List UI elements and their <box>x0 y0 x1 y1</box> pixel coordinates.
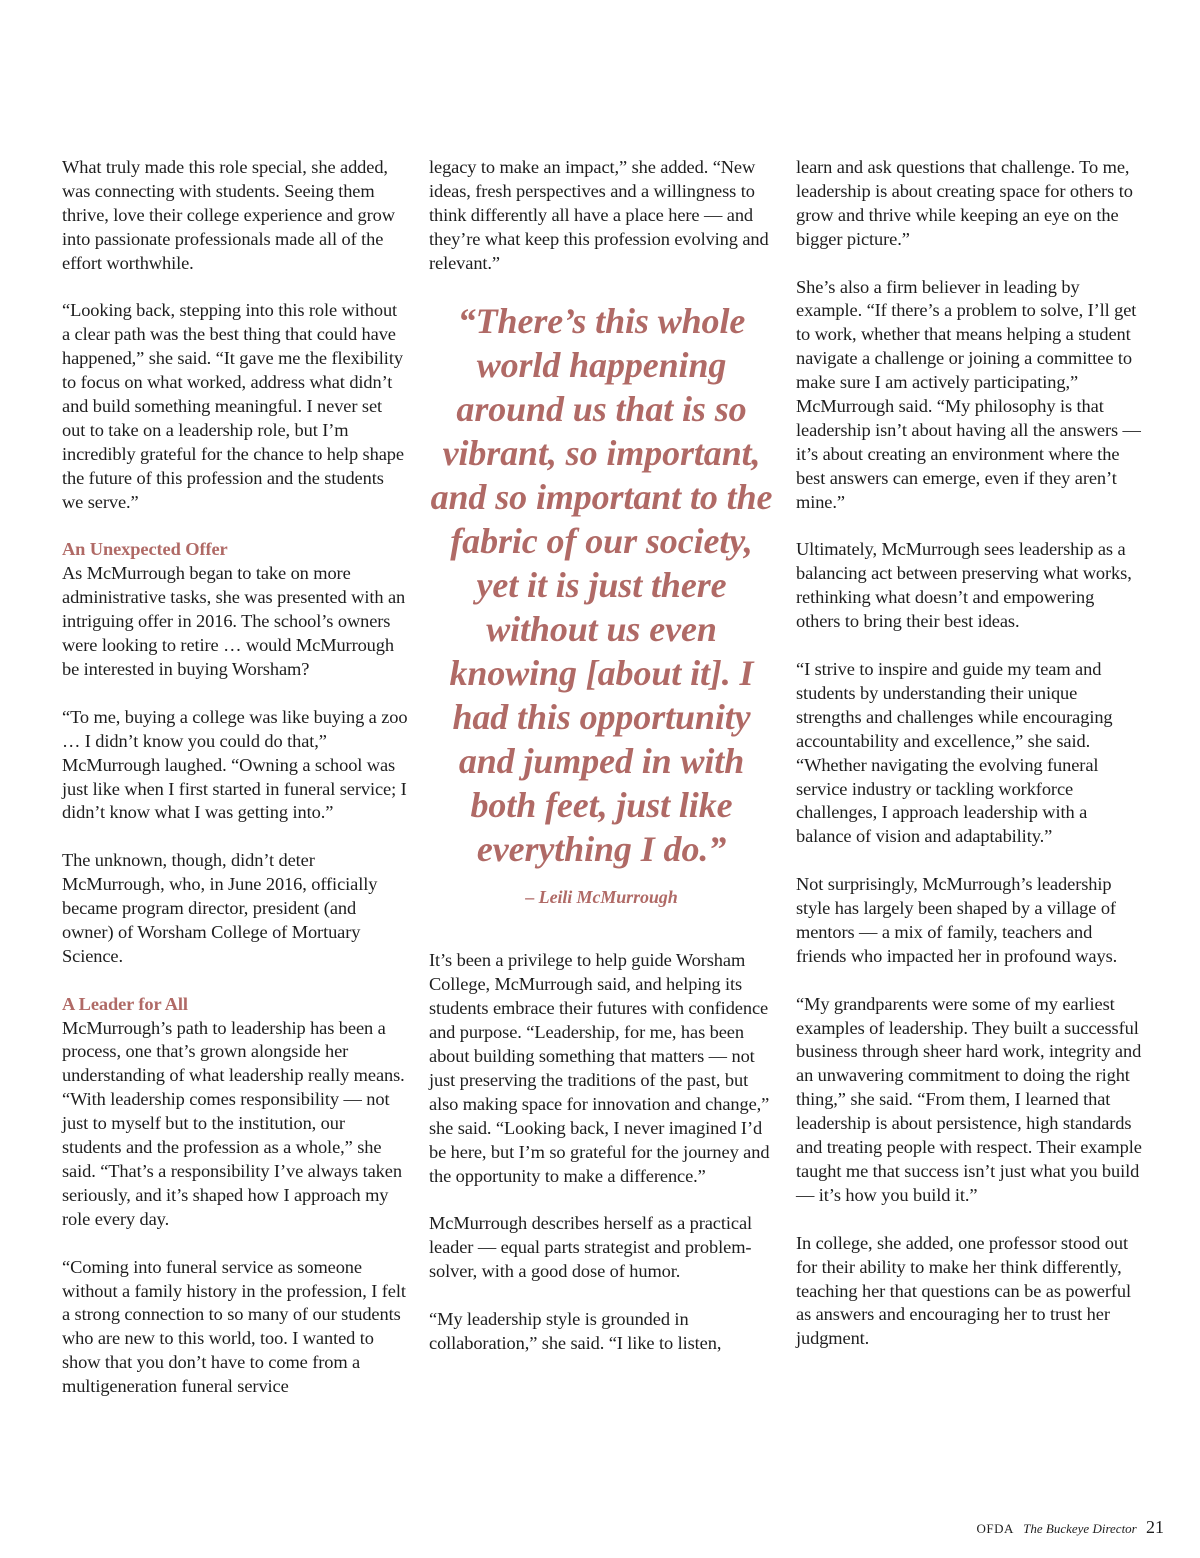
column-3 <box>796 156 1142 1351</box>
body-paragraph: It’s been a privilege to help guide Worsham College, McMurrough said, and helping its students embrace their futures with confidence and purpose. “Leadership, for me, has been about building something that matters — not just preserving the traditions of the past, but also making space for innovation and change,” she said. “Looking back, I never imagined I’d be here, but I’m so grateful for the journey and the opportunity to make a difference.” <box>429 950 770 1186</box>
body-paragraph: McMurrough’s path to leadership has been a process, one that’s grown alongside her understanding of what leadership really means. “With leadership comes responsibility — not just to myself but to the institution, our students and the profession as a whole,” she said. “That’s a responsibility I’ve always taken seriously, and it’s shaped how I approach my role every day. <box>62 1017 405 1229</box>
body-paragraph: learn and ask questions that challenge. To me, leadership is about creating space for others to grow and thrive while keeping an eye on the bigger picture.” <box>796 157 1133 249</box>
body-paragraph: legacy to make an impact,” she added. “New ideas, fresh perspectives and a willingness to think differently all have a place here — and they’re what keep this profession evolving and relevant.” <box>429 157 769 273</box>
pull-quote <box>429 299 774 909</box>
body-paragraph: The unknown, though, didn’t deter McMurrough, who, in June 2016, officially became program director, president (and owner) of Worsham College of Mortuary Science. <box>62 850 378 966</box>
footer-magazine-title: The Buckeye Director <box>1023 1521 1137 1536</box>
column-1 <box>62 156 408 1399</box>
body-paragraph: “To me, buying a college was like buying a zoo … I didn’t know you could do that,” McMurrough laughed. “Owning a school was just like when I first started in funeral service; I didn’t know what I was getting into.” <box>62 706 408 823</box>
body-paragraph: In college, she added, one professor stood out for their ability to make her think differently, teaching her that questions can be as powerful as answers and encouraging her to trust her judgment. <box>796 1232 1131 1349</box>
body-paragraph: As McMurrough began to take on more administrative tasks, she was presented with an intriguing offer in 2016. The school’s owners were looking to retire … would McMurrough be interested in buying Worsham? <box>62 563 406 679</box>
body-paragraph: “Coming into funeral service as someone without a family history in the profession, I felt a strong connection to so many of our students who are new to this world, too. I wanted to show that you don’t have to come from a multigeneration funeral service <box>62 1256 406 1397</box>
body-paragraph: What truly made this role special, she added, was connecting with students. Seeing them thrive, love their college experience and grow into passionate professionals made all of the effort worthwhile. <box>62 157 395 273</box>
page-number: 21 <box>1146 1517 1164 1537</box>
pull-quote-attribution: – Leili McMurrough <box>525 887 678 908</box>
body-paragraph: “My grandparents were some of my earliest examples of leadership. They built a successful business through sheer hard work, integrity and an unwavering commitment to doing the right thing,” she said. “From them, I learned that leadership is about persistence, high standards and treating people with respect. Their example taught me that success isn’t just what you build — it’s how you build it.” <box>796 993 1142 1205</box>
footer-org: OFDA <box>976 1521 1014 1536</box>
body-paragraph: “I strive to inspire and guide my team and students by understanding their unique strengths and challenges while encouraging accountability and excellence,” she said. “Whether navigating the evolving funeral service industry or tackling workforce challenges, I approach leadership with a balance of vision and adaptability.” <box>796 658 1113 847</box>
pull-quote-text: “There’s this whole world happening around us that is so vibrant, so important, and so important to the fabric of our society, yet it is just there without us even knowing [about it]. I had this opportunity and jumped in with both feet, just like everything I do.” <box>430 301 773 870</box>
body-paragraph: Ultimately, McMurrough sees leadership as a balancing act between preserving what works, rethinking what doesn’t and empowering others to bring their best ideas. <box>796 539 1132 632</box>
body-paragraph: McMurrough describes herself as a practical leader — equal parts strategist and problem-solver, with a good dose of humor. <box>429 1213 753 1282</box>
body-paragraph: “My leadership style is grounded in collaboration,” she said. “I like to listen, <box>429 1308 722 1353</box>
section-heading-unexpected-offer: An Unexpected Offer <box>62 539 228 560</box>
body-paragraph: Not surprisingly, McMurrough’s leadership style has largely been shaped by a village of mentors — a mix of family, teachers and friends who impacted her in profound ways. <box>796 874 1118 966</box>
body-paragraph: She’s also a firm believer in leading by example. “If there’s a problem to solve, I’ll get to work, whether that means helping a student navigate a challenge or joining a committee to make sure I am actively participating,” McMurrough said. “My philosophy is that leadership isn’t about having all the answers — it’s about creating an environment where the best answers can emerge, even if they aren’t mine.” <box>796 276 1141 512</box>
page-footer <box>977 1516 1165 1540</box>
section-heading-leader-for-all: A Leader for All <box>62 993 188 1014</box>
column-2 <box>429 156 774 1356</box>
body-paragraph: “Looking back, stepping into this role without a clear path was the best thing that could have happened,” she said. “It gave me the flexibility to focus on what worked, address what didn’t and build something meaningful. I never set out to take on a leadership role, but I’m incredibly grateful for the chance to help shape the future of this profession and the students we serve.” <box>62 300 404 512</box>
